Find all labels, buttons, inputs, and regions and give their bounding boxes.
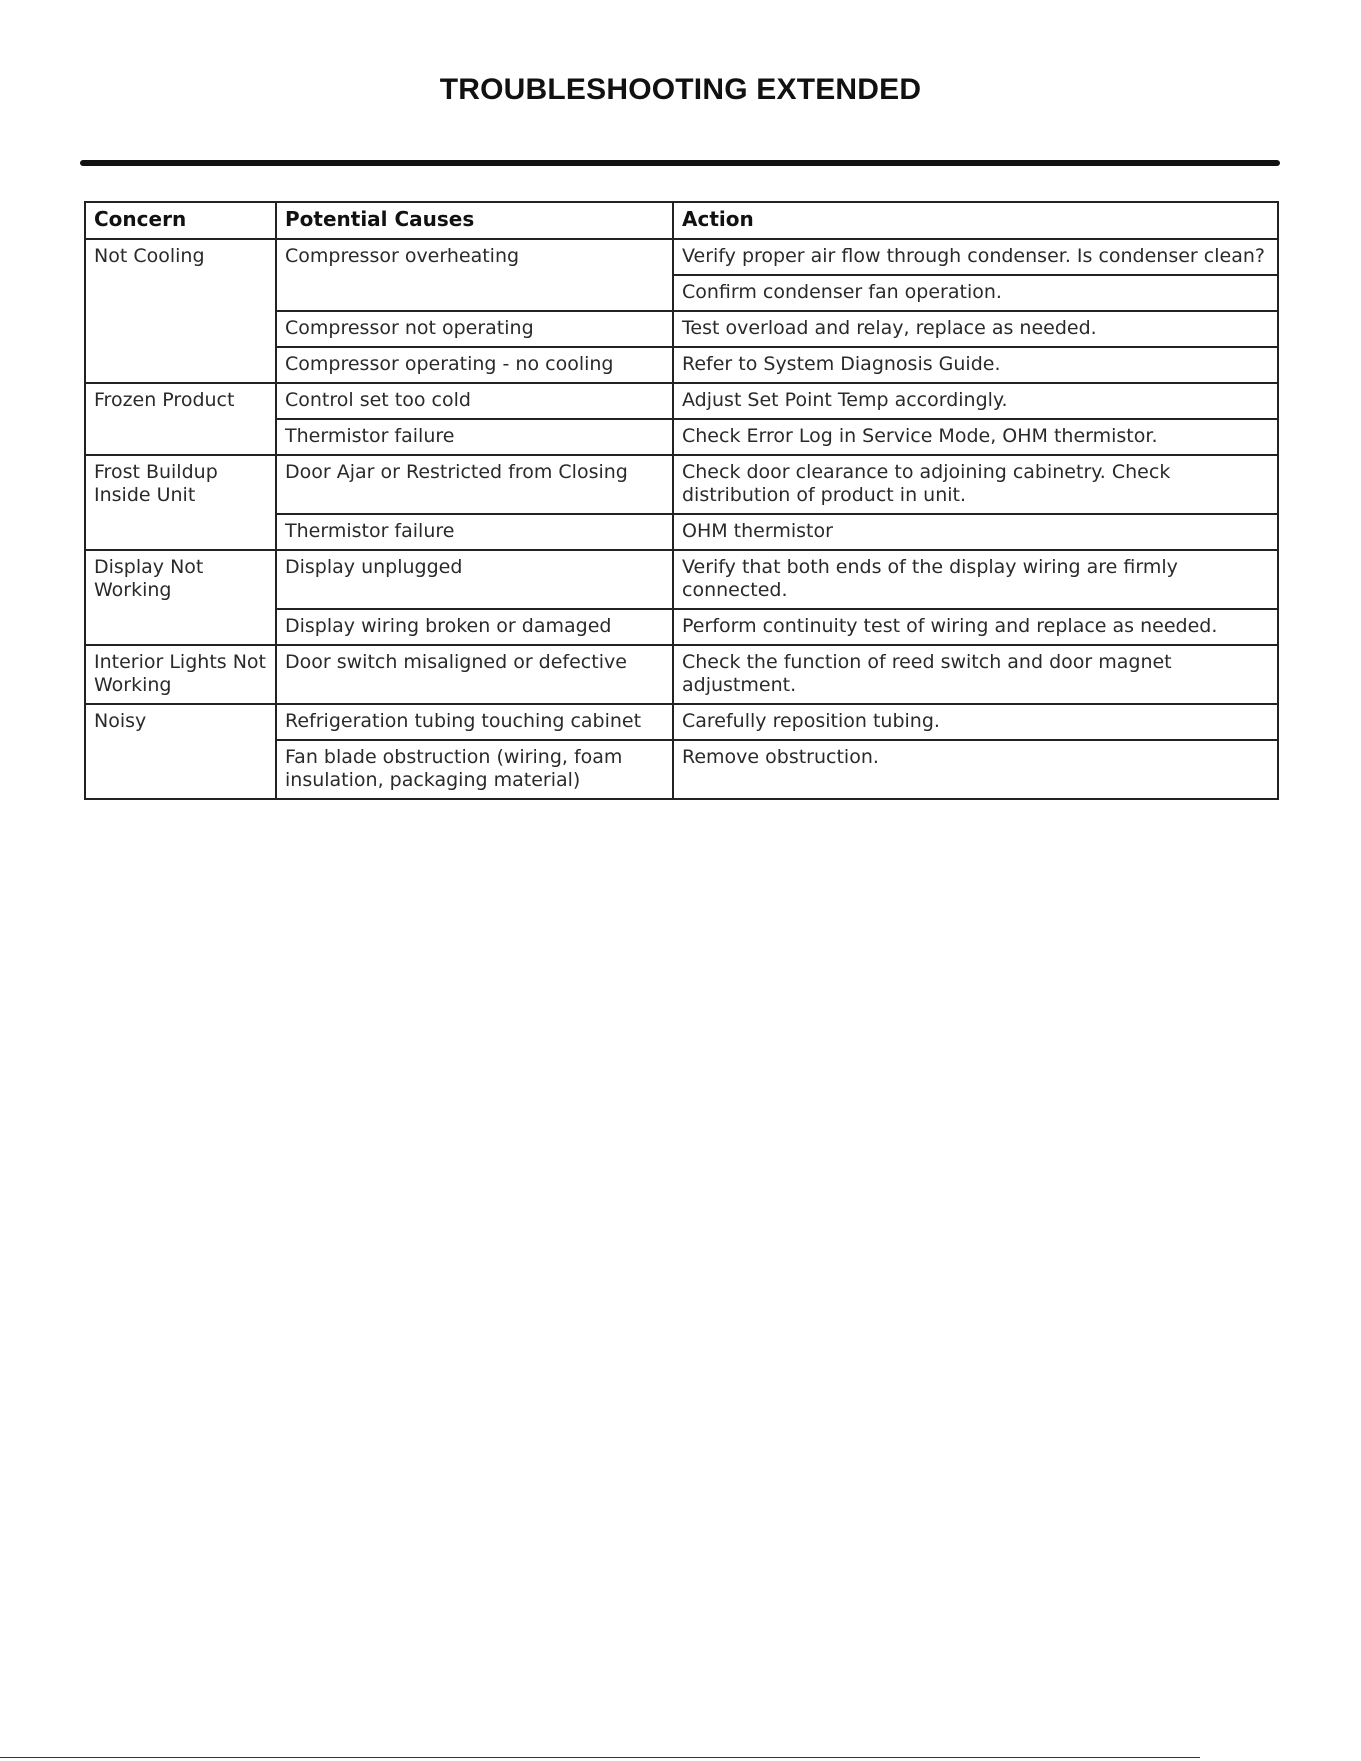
action-cell: OHM thermistor <box>673 514 1278 550</box>
cause-cell: Fan blade obstruction (wiring, foam insulation, packaging material) <box>276 740 673 799</box>
cause-cell: Refrigeration tubing touching cabinet <box>276 704 673 740</box>
table-row <box>85 704 1278 740</box>
concern-cell: Interior Lights Not Working <box>85 645 276 704</box>
troubleshooting-table <box>84 201 1279 800</box>
cause-cell: Compressor operating - no cooling <box>276 347 673 383</box>
action-cell: Check Error Log in Service Mode, OHM thermistor. <box>673 419 1278 455</box>
table-row <box>85 383 1278 419</box>
table-row <box>85 455 1278 514</box>
header-concern: Concern <box>85 202 276 239</box>
action-cell: Confirm condenser fan operation. <box>673 275 1278 311</box>
action-cell: Perform continuity test of wiring and replace as needed. <box>673 609 1278 645</box>
table-header-row <box>85 202 1278 239</box>
concern-cell: Display Not Working <box>85 550 276 645</box>
cause-cell: Control set too cold <box>276 383 673 419</box>
cause-cell: Display wiring broken or damaged <box>276 609 673 645</box>
cause-cell: Display unplugged <box>276 550 673 609</box>
action-cell: Remove obstruction. <box>673 740 1278 799</box>
cause-cell: Door Ajar or Restricted from Closing <box>276 455 673 514</box>
concern-cell: Frost Buildup Inside Unit <box>85 455 276 550</box>
header-action: Action <box>673 202 1278 239</box>
action-cell: Check door clearance to adjoining cabinetry. Check distribution of product in unit. <box>673 455 1278 514</box>
table-row <box>85 550 1278 609</box>
action-cell: Adjust Set Point Temp accordingly. <box>673 383 1278 419</box>
cause-cell: Compressor overheating <box>276 239 673 311</box>
table-row <box>85 645 1278 704</box>
cause-cell: Thermistor failure <box>276 514 673 550</box>
cause-cell: Door switch misaligned or defective <box>276 645 673 704</box>
action-cell: Check the function of reed switch and door magnet adjustment. <box>673 645 1278 704</box>
title-divider <box>80 160 1280 166</box>
concern-cell: Not Cooling <box>85 239 276 383</box>
action-cell: Carefully reposition tubing. <box>673 704 1278 740</box>
table-row <box>85 239 1278 275</box>
concern-cell: Noisy <box>85 704 276 799</box>
action-cell: Refer to System Diagnosis Guide. <box>673 347 1278 383</box>
action-cell: Verify that both ends of the display wiring are firmly connected. <box>673 550 1278 609</box>
header-potential-causes: Potential Causes <box>276 202 673 239</box>
action-cell: Verify proper air flow through condenser. Is condenser clean? <box>673 239 1278 275</box>
cause-cell: Compressor not operating <box>276 311 673 347</box>
page-title: TROUBLESHOOTING EXTENDED <box>439 73 922 106</box>
action-cell: Test overload and relay, replace as needed. <box>673 311 1278 347</box>
concern-cell: Frozen Product <box>85 383 276 455</box>
cause-cell: Thermistor failure <box>276 419 673 455</box>
page-bottom-rule <box>0 1757 1200 1758</box>
